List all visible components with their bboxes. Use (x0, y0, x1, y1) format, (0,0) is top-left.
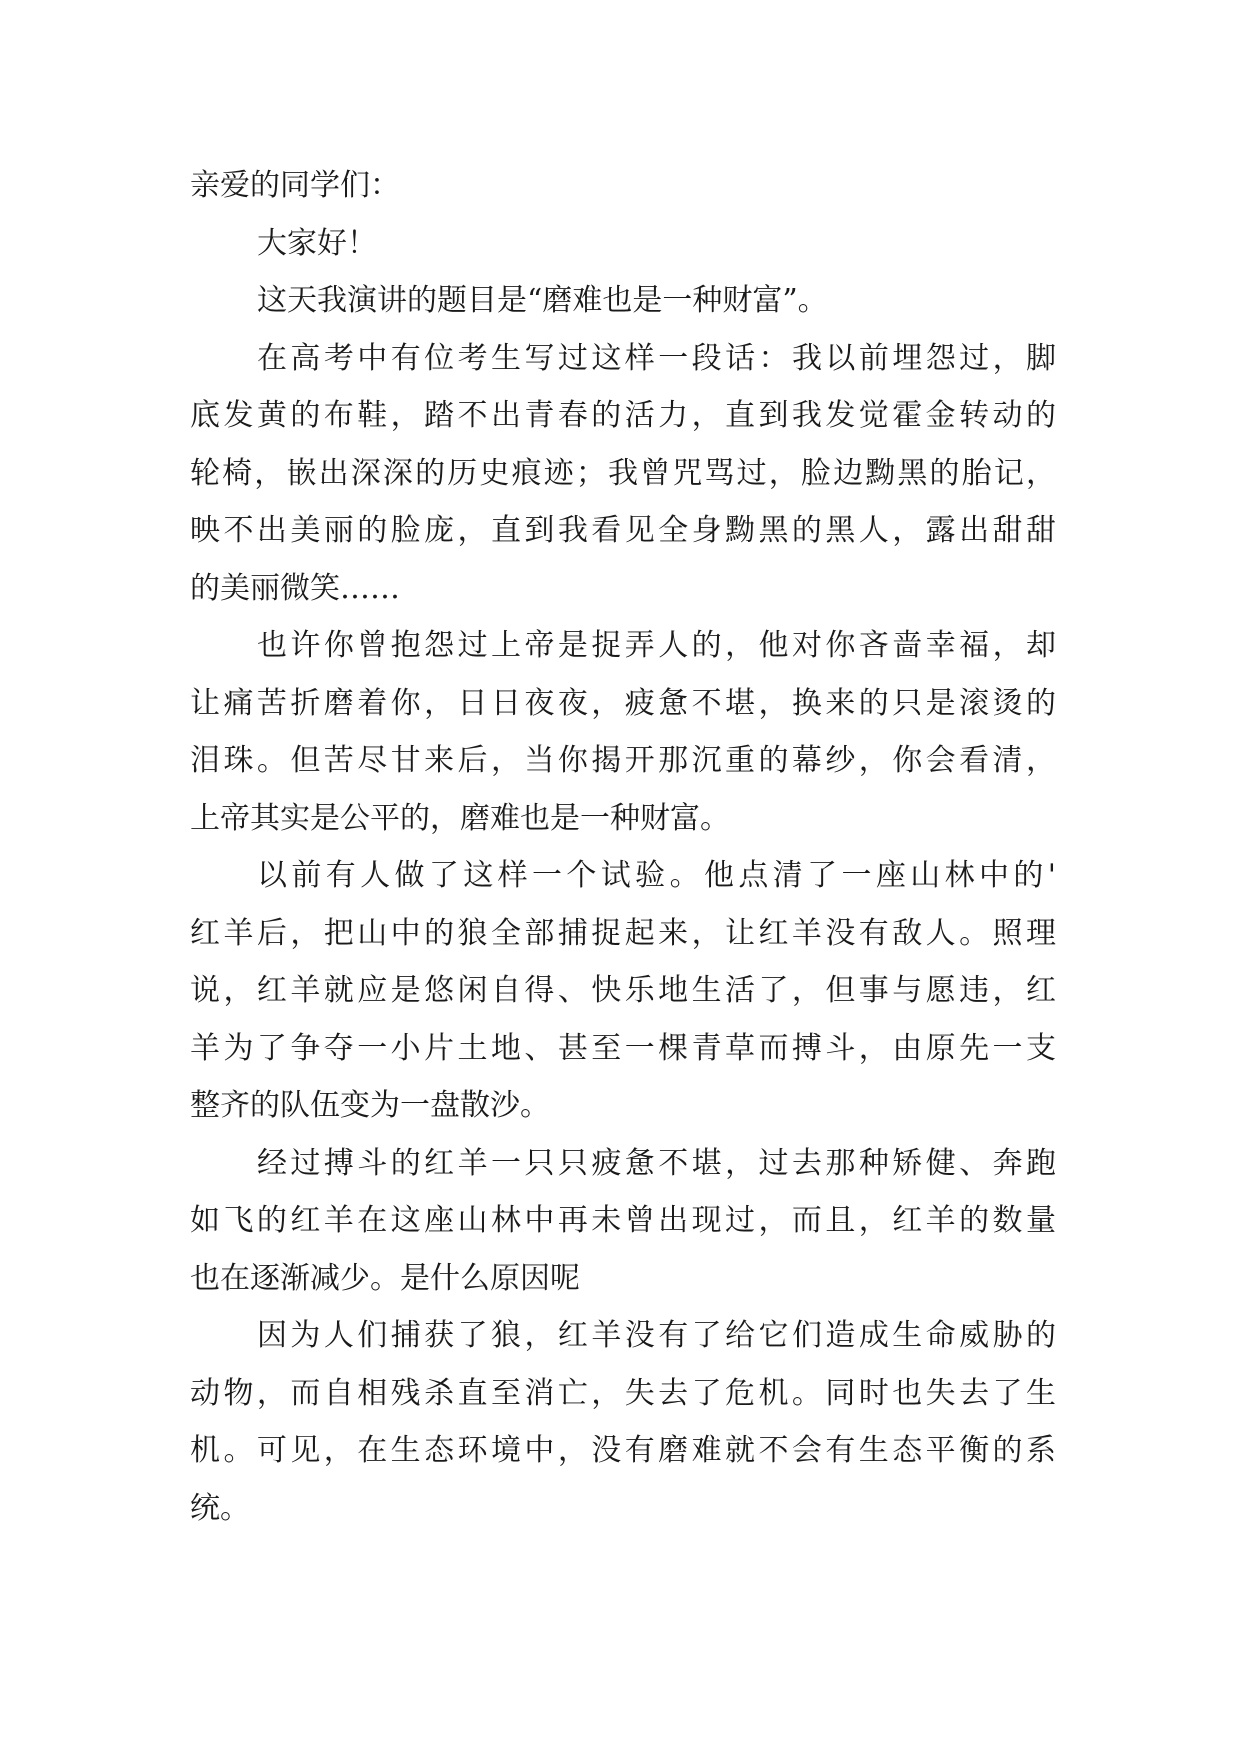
speech-text (190, 157, 1056, 1537)
paragraph-2-line-4: 映不出美丽的脸庞，直到我看见全身黝黑的黑人，露出甜甜 (190, 513, 1056, 548)
paragraph-3-line-1: 也许你曾抱怨过上帝是捉弄人的，他对你吝啬幸福，却 (257, 628, 1056, 663)
paragraph-4-line-2: 红羊后，把山中的狼全部捕捉起来，让红羊没有敌人。照理 (190, 915, 1056, 951)
paragraph-1-line-1: 这天我演讲的题目是“磨难也是一种财富”。 (257, 283, 828, 318)
greeting: 大家好！ (257, 225, 377, 261)
paragraph-2-line-5: 的美丽微笑…… (190, 570, 400, 606)
salutation: 亲爱的同学们： (190, 168, 400, 203)
paragraph-6-line-2: 动物，而自相残杀直至消亡，失去了危机。同时也失去了生 (190, 1375, 1056, 1411)
paragraph-3-line-4: 上帝其实是公平的，磨难也是一种财富。 (190, 800, 730, 836)
paragraph-2-line-1: 在高考中有位考生写过这样一段话：我以前埋怨过，脚 (257, 340, 1056, 376)
paragraph-4-line-3: 说，红羊就应是悠闲自得、快乐地生活了，但事与愿违，红 (190, 973, 1056, 1008)
paragraph-6-line-4: 统。 (190, 1490, 250, 1526)
paragraph-5-line-2: 如飞的红羊在这座山林中再未曾出现过，而且，红羊的数量 (190, 1203, 1056, 1238)
paragraph-6-line-1: 因为人们捕获了狼，红羊没有了给它们造成生命威胁的 (257, 1318, 1056, 1353)
paragraph-5-line-1: 经过搏斗的红羊一只只疲惫不堪，过去那种矫健、奔跑 (257, 1145, 1056, 1181)
paragraph-3-line-3: 泪珠。但苦尽甘来后，当你揭开那沉重的幕纱，你会看清， (190, 743, 1056, 778)
paragraph-6-line-3: 机。可见，在生态环境中，没有磨难就不会有生态平衡的系 (190, 1433, 1056, 1468)
paragraph-4-line-4: 羊为了争夺一小片土地、甚至一棵青草而搏斗，由原先一支 (190, 1030, 1056, 1066)
paragraph-4-line-5: 整齐的队伍变为一盘散沙。 (190, 1088, 550, 1123)
paragraph-5-line-3: 也在逐渐减少。是什么原因呢 (190, 1260, 580, 1296)
paragraph-2-line-2: 底发黄的布鞋，踏不出青春的活力，直到我发觉霍金转动的 (190, 398, 1056, 433)
paragraph-2-line-3: 轮椅，嵌出深深的历史痕迹；我曾咒骂过，脸边黝黑的胎记， (190, 455, 1056, 491)
paragraph-3-line-2: 让痛苦折磨着你，日日夜夜，疲惫不堪，换来的只是滚烫的 (190, 685, 1056, 721)
paragraph-4-line-1: 以前有人做了这样一个试验。他点清了一座山林中的' (257, 858, 1056, 893)
